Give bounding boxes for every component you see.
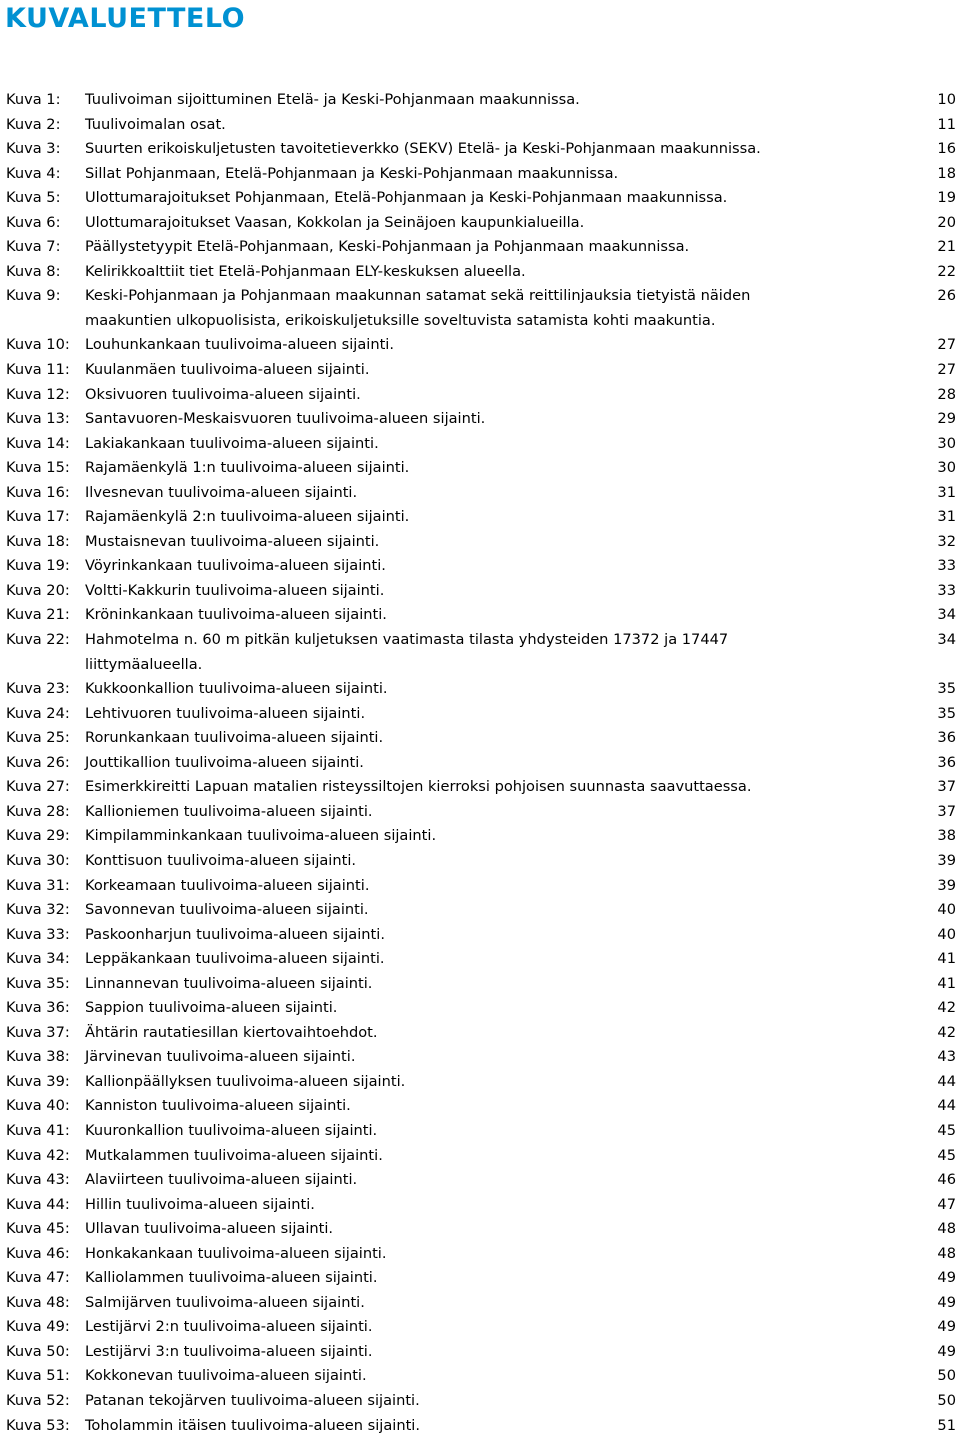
figure-caption: Savonnevan tuulivoima-alueen sijainti.	[85, 901, 369, 919]
figure-number: Kuva 31:	[6, 876, 70, 894]
figure-list-item[interactable]	[0, 1315, 960, 1340]
figure-list-item[interactable]	[0, 1119, 960, 1144]
figure-list-item[interactable]	[0, 186, 960, 211]
figure-list-item[interactable]	[0, 702, 960, 727]
figure-caption: Oksivuoren tuulivoima-alueen sijainti.	[85, 385, 361, 403]
figure-caption: Ullavan tuulivoima-alueen sijainti.	[85, 1220, 334, 1238]
figure-caption: Salmijärven tuulivoima-alueen sijainti.	[85, 1293, 365, 1311]
figure-list-item[interactable]	[0, 677, 960, 702]
figure-page-number: 36	[937, 729, 956, 747]
figure-caption: Patanan tekojärven tuulivoima-alueen sijainti.	[85, 1391, 420, 1409]
figure-number: Kuva 30:	[6, 851, 70, 869]
figure-number: Kuva 36:	[6, 999, 70, 1017]
figure-number: Kuva 46:	[6, 1244, 70, 1262]
figure-number: Kuva 32:	[6, 901, 70, 919]
figure-page-number: 42	[937, 999, 956, 1017]
figure-caption: Paskoonharjun tuulivoima-alueen sijainti.	[85, 925, 385, 943]
figure-caption: Suurten erikoiskuljetusten tavoitetieverkko (SEKV) Etelä- ja Keski-Pohjanmaan maakunnissa.	[85, 140, 761, 158]
figure-page-number: 40	[937, 925, 956, 943]
figure-page-number: 49	[937, 1318, 956, 1336]
figure-page-number: 10	[937, 91, 956, 108]
figure-number: Kuva 41:	[6, 1121, 70, 1139]
figure-page-number: 41	[937, 974, 956, 992]
figure-number: Kuva 10:	[6, 336, 70, 354]
figure-number: Kuva 37:	[6, 1023, 70, 1041]
figure-list-item[interactable]	[0, 407, 960, 432]
figure-caption: Sappion tuulivoima-alueen sijainti.	[85, 999, 338, 1017]
figure-number: Kuva 3:	[6, 140, 61, 158]
figure-caption: Lestijärvi 2:n tuulivoima-alueen sijainti.	[85, 1318, 373, 1336]
figure-page-number: 44	[937, 1097, 956, 1115]
figure-number: Kuva 22:	[6, 631, 70, 649]
figure-page-number: 31	[937, 483, 956, 501]
figure-number: Kuva 18:	[6, 532, 70, 550]
figure-page-number: 49	[937, 1342, 956, 1360]
figure-page-number: 34	[937, 631, 956, 649]
figure-list-item[interactable]	[0, 1364, 960, 1389]
figure-list-item[interactable]	[0, 432, 960, 457]
figure-list-item[interactable]	[0, 162, 960, 187]
figure-list-item[interactable]	[0, 1144, 960, 1169]
figure-page-number: 46	[937, 1171, 956, 1189]
figure-page-number: 27	[937, 336, 956, 354]
figure-page-number: 20	[937, 213, 956, 231]
figure-number: Kuva 26:	[6, 753, 70, 771]
figure-number: Kuva 4:	[6, 164, 61, 182]
figure-number: Kuva 23:	[6, 680, 70, 698]
figure-page-number: 35	[937, 680, 956, 698]
figure-number: Kuva 44:	[6, 1195, 70, 1213]
figure-number: Kuva 53:	[6, 1416, 70, 1434]
figure-page-number: 27	[937, 361, 956, 379]
figure-caption: Keski-Pohjanmaan ja Pohjanmaan maakunnan satamat sekä reittilinjauksia tietyistä näiden maakuntien ulkopuolisista, erikoiskuljetuksille soveltuvista satamista kohti maakuntia.	[85, 287, 751, 329]
figure-list-item[interactable]	[0, 947, 960, 972]
figure-number: Kuva 27:	[6, 778, 70, 796]
figure-number: Kuva 17:	[6, 508, 70, 526]
figure-caption: Leppäkankaan tuulivoima-alueen sijainti.	[85, 950, 385, 968]
figure-list-item[interactable]	[0, 996, 960, 1021]
figure-caption: Ilvesnevan tuulivoima-alueen sijainti.	[85, 483, 358, 501]
figure-caption: Konttisuon tuulivoima-alueen sijainti.	[85, 851, 357, 869]
figure-list-item[interactable]	[0, 235, 960, 260]
figure-page-number: 49	[937, 1293, 956, 1311]
figure-list-item[interactable]	[0, 775, 960, 800]
figure-list-item[interactable]	[0, 824, 960, 849]
figure-number: Kuva 38:	[6, 1048, 70, 1066]
figure-list-item[interactable]	[0, 1291, 960, 1316]
figure-list-item[interactable]	[0, 603, 960, 628]
figure-caption: Kuulanmäen tuulivoima-alueen sijainti.	[85, 361, 370, 379]
figure-page-number: 36	[937, 753, 956, 771]
figure-caption: Kukkoonkallion tuulivoima-alueen sijainti.	[85, 680, 388, 698]
figure-list-item[interactable]	[0, 800, 960, 825]
figure-page-number: 47	[937, 1195, 956, 1213]
figure-page-number: 34	[937, 606, 956, 624]
figure-list-item[interactable]	[0, 333, 960, 358]
figure-caption: Jouttikallion tuulivoima-alueen sijainti.	[85, 753, 364, 771]
figure-list-item[interactable]	[0, 358, 960, 383]
figure-page-number: 31	[937, 508, 956, 526]
figure-number: Kuva 8:	[6, 262, 61, 280]
figure-number: Kuva 29:	[6, 827, 70, 845]
figure-caption: Päällystetyypit Etelä-Pohjanmaan, Keski-Pohjanmaan ja Pohjanmaan maakunnissa.	[85, 238, 690, 256]
figure-page-number: 19	[937, 189, 956, 207]
figure-caption: Rorunkankaan tuulivoima-alueen sijainti.	[85, 729, 384, 747]
figure-caption: Ulottumarajoitukset Vaasan, Kokkolan ja Seinäjoen kaupunkialueilla.	[85, 213, 585, 231]
figure-number: Kuva 52:	[6, 1391, 70, 1409]
figure-page-number: 30	[937, 459, 956, 477]
figure-caption: Kalliolammen tuulivoima-alueen sijainti.	[85, 1269, 378, 1287]
figure-caption: Vöyrinkankaan tuulivoima-alueen sijainti.	[85, 557, 386, 575]
figure-number: Kuva 7:	[6, 238, 61, 256]
figure-caption: Kelirikkoalttiit tiet Etelä-Pohjanmaan ELY-keskuksen alueella.	[85, 262, 526, 280]
figure-page-number: 45	[937, 1121, 956, 1139]
figure-caption: Tuulivoiman sijoittuminen Etelä- ja Keski-Pohjanmaan maakunnissa.	[85, 91, 580, 108]
figure-list-item[interactable]	[0, 1389, 960, 1414]
figure-caption: Sillat Pohjanmaan, Etelä-Pohjanmaan ja Keski-Pohjanmaan maakunnissa.	[85, 164, 619, 182]
figure-page-number: 44	[937, 1072, 956, 1090]
figure-number: Kuva 1:	[6, 91, 61, 108]
figure-page-number: 32	[937, 532, 956, 550]
figure-number: Kuva 35:	[6, 974, 70, 992]
figure-page-number: 38	[937, 827, 956, 845]
figure-page-number: 33	[937, 581, 956, 599]
figure-page-number: 43	[937, 1048, 956, 1066]
figure-list-item[interactable]	[0, 1193, 960, 1218]
figure-list-item[interactable]	[0, 726, 960, 751]
figure-caption: Lehtivuoren tuulivoima-alueen sijainti.	[85, 704, 366, 722]
figure-page-number: 30	[937, 434, 956, 452]
figure-number: Kuva 19:	[6, 557, 70, 575]
figure-page-number: 42	[937, 1023, 956, 1041]
figure-number: Kuva 13:	[6, 410, 70, 428]
figure-page-number: 40	[937, 901, 956, 919]
figure-caption: Mutkalammen tuulivoima-alueen sijainti.	[85, 1146, 383, 1164]
figure-list-item[interactable]	[0, 1045, 960, 1070]
figure-number: Kuva 50:	[6, 1342, 70, 1360]
figure-list-item[interactable]	[0, 554, 960, 579]
figure-number: Kuva 14:	[6, 434, 70, 452]
figure-number: Kuva 21:	[6, 606, 70, 624]
figure-list-item[interactable]	[0, 113, 960, 138]
figure-page-number: 26	[937, 287, 956, 305]
figure-list-item[interactable]	[0, 1217, 960, 1242]
figure-number: Kuva 45:	[6, 1220, 70, 1238]
figure-caption: Linnannevan tuulivoima-alueen sijainti.	[85, 974, 373, 992]
figure-list-item[interactable]	[0, 972, 960, 997]
figure-list-item[interactable]	[0, 505, 960, 530]
figure-page-number: 11	[937, 115, 956, 133]
figure-number: Kuva 51:	[6, 1367, 70, 1385]
figure-caption: Kuuronkallion tuulivoima-alueen sijainti.	[85, 1121, 378, 1139]
figure-caption: Honkakankaan tuulivoima-alueen sijainti.	[85, 1244, 387, 1262]
figure-caption: Louhunkankaan tuulivoima-alueen sijainti.	[85, 336, 394, 354]
figure-list-item[interactable]	[0, 1094, 960, 1119]
figure-caption: Kanniston tuulivoima-alueen sijainti.	[85, 1097, 351, 1115]
figure-caption: Kokkonevan tuulivoima-alueen sijainti.	[85, 1367, 367, 1385]
figure-caption: Kimpilamminkankaan tuulivoima-alueen sijainti.	[85, 827, 437, 845]
figure-list-item[interactable]	[0, 874, 960, 899]
figure-list-item[interactable]	[0, 211, 960, 236]
figure-number: Kuva 15:	[6, 459, 70, 477]
figure-caption: Hillin tuulivoima-alueen sijainti.	[85, 1195, 315, 1213]
figure-page-number: 41	[937, 950, 956, 968]
figure-page-number: 18	[937, 164, 956, 182]
figure-caption: Hahmotelma n. 60 m pitkän kuljetuksen vaatimasta tilasta yhdysteiden 17372 ja 17447 liittymäalueella.	[85, 631, 729, 673]
figure-page-number: 33	[937, 557, 956, 575]
figure-caption: Esimerkkireitti Lapuan matalien risteyssiltojen kierroksi pohjoisen suunnasta saavuttaessa.	[85, 778, 752, 796]
figure-list-item[interactable]	[0, 849, 960, 874]
figure-list-item[interactable]	[0, 456, 960, 481]
figure-list-item[interactable]	[0, 260, 960, 285]
figure-number: Kuva 2:	[6, 115, 61, 133]
figure-list-item[interactable]	[0, 88, 960, 113]
figure-list	[0, 88, 960, 1438]
figure-number: Kuva 25:	[6, 729, 70, 747]
figure-number: Kuva 28:	[6, 802, 70, 820]
figure-number: Kuva 6:	[6, 213, 61, 231]
figure-page-number: 35	[937, 704, 956, 722]
figure-page-number: 48	[937, 1220, 956, 1238]
figure-number: Kuva 48:	[6, 1293, 70, 1311]
figure-page-number: 21	[937, 238, 956, 256]
figure-caption: Kallioniemen tuulivoima-alueen sijainti.	[85, 802, 373, 820]
figure-number: Kuva 9:	[6, 287, 61, 305]
figure-number: Kuva 47:	[6, 1269, 70, 1287]
figure-page-number: 39	[937, 876, 956, 894]
figure-page-number: 28	[937, 385, 956, 403]
figure-number: Kuva 20:	[6, 581, 70, 599]
figure-list-item[interactable]	[0, 1242, 960, 1267]
figure-number: Kuva 11:	[6, 361, 70, 379]
figure-number: Kuva 39:	[6, 1072, 70, 1090]
figure-caption: Rajamäenkylä 1:n tuulivoima-alueen sijainti.	[85, 459, 410, 477]
figure-list-item[interactable]	[0, 1168, 960, 1193]
figure-caption: Korkeamaan tuulivoima-alueen sijainti.	[85, 876, 370, 894]
figure-list-item[interactable]	[0, 1340, 960, 1365]
figure-number: Kuva 24:	[6, 704, 70, 722]
figure-number: Kuva 40:	[6, 1097, 70, 1115]
figure-list-item[interactable]	[0, 628, 960, 677]
figure-list-item[interactable]	[0, 481, 960, 506]
figure-page-number: 51	[937, 1416, 956, 1434]
figure-caption: Santavuoren-Meskaisvuoren tuulivoima-alueen sijainti.	[85, 410, 486, 428]
figure-caption: Kröninkankaan tuulivoima-alueen sijainti.	[85, 606, 387, 624]
figure-number: Kuva 12:	[6, 385, 70, 403]
figure-number: Kuva 49:	[6, 1318, 70, 1336]
figure-list-item[interactable]	[0, 284, 960, 333]
figure-page-number: 37	[937, 778, 956, 796]
figure-caption: Lestijärvi 3:n tuulivoima-alueen sijainti.	[85, 1342, 373, 1360]
figure-page-number: 37	[937, 802, 956, 820]
figure-caption: Rajamäenkylä 2:n tuulivoima-alueen sijainti.	[85, 508, 410, 526]
figure-caption: Lakiakankaan tuulivoima-alueen sijainti.	[85, 434, 379, 452]
figure-page-number: 22	[937, 262, 956, 280]
figure-caption: Ähtärin rautatiesillan kiertovaihtoehdot.	[85, 1023, 378, 1041]
figure-list-item[interactable]	[0, 530, 960, 555]
figure-caption: Toholammin itäisen tuulivoima-alueen sijainti.	[85, 1416, 420, 1434]
figure-list-item[interactable]	[0, 1070, 960, 1095]
figure-list-item[interactable]	[0, 137, 960, 162]
figure-caption: Järvinevan tuulivoima-alueen sijainti.	[85, 1048, 356, 1066]
figure-list-item[interactable]	[0, 579, 960, 604]
figure-list-item[interactable]	[0, 923, 960, 948]
figure-page-number: 48	[937, 1244, 956, 1262]
figure-list-item[interactable]	[0, 898, 960, 923]
figure-page-number: 50	[937, 1391, 956, 1409]
figure-caption: Voltti-Kakkurin tuulivoima-alueen sijainti.	[85, 581, 385, 599]
figure-number: Kuva 16:	[6, 483, 70, 501]
figure-caption: Ulottumarajoitukset Pohjanmaan, Etelä-Pohjanmaan ja Keski-Pohjanmaan maakunnissa.	[85, 189, 728, 207]
figure-page-number: 50	[937, 1367, 956, 1385]
figure-caption: Tuulivoimalan osat.	[85, 115, 226, 133]
figure-list-item[interactable]	[0, 1414, 960, 1438]
figure-page-number: 29	[937, 410, 956, 428]
figure-caption: Mustaisnevan tuulivoima-alueen sijainti.	[85, 532, 380, 550]
page-title: KUVALUETTELO	[5, 3, 246, 34]
figure-page-number: 45	[937, 1146, 956, 1164]
figure-number: Kuva 33:	[6, 925, 70, 943]
figure-number: Kuva 34:	[6, 950, 70, 968]
figure-page-number: 49	[937, 1269, 956, 1287]
figure-list-item[interactable]	[0, 751, 960, 776]
figure-caption: Kallionpäällyksen tuulivoima-alueen sijainti.	[85, 1072, 406, 1090]
figure-number: Kuva 43:	[6, 1171, 70, 1189]
figure-list-item[interactable]	[0, 1266, 960, 1291]
figure-page-number: 16	[937, 140, 956, 158]
figure-list-item[interactable]	[0, 1021, 960, 1046]
figure-caption: Alaviirteen tuulivoima-alueen sijainti.	[85, 1171, 358, 1189]
figure-page-number: 39	[937, 851, 956, 869]
figure-list-item[interactable]	[0, 383, 960, 408]
figure-number: Kuva 5:	[6, 189, 61, 207]
figure-number: Kuva 42:	[6, 1146, 70, 1164]
